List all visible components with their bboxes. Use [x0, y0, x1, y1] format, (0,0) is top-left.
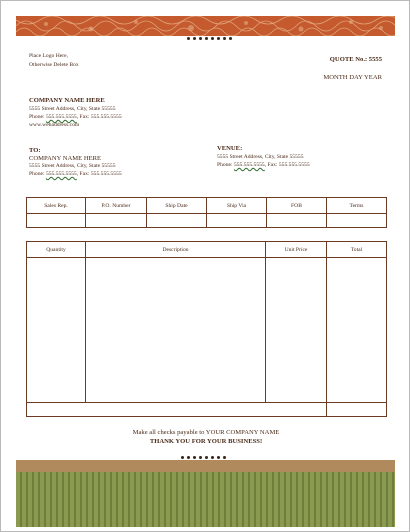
venue-address: 5555 Street Address, City, State 55555 [217, 154, 304, 160]
shipping-value-row [27, 214, 387, 228]
items-table [26, 241, 387, 417]
cell-po-number[interactable] [86, 214, 147, 228]
cell-total[interactable] [327, 258, 387, 403]
company-website[interactable]: www.webaddress.com [29, 122, 80, 128]
cell-quantity[interactable] [27, 258, 86, 403]
header-total: Total [327, 242, 387, 258]
cell-ship-via[interactable] [207, 214, 267, 228]
shipping-header-row [27, 198, 387, 214]
venue-phone-label: Phone: [217, 162, 233, 168]
cell-ship-date[interactable] [147, 214, 207, 228]
cell-description[interactable] [86, 258, 266, 403]
venue-phone-line: Phone: 555.555.5555, Fax: 555.555.5555 [217, 162, 310, 168]
top-decorative-band [16, 16, 395, 36]
quote-number: QUOTE No.: 5555 [329, 56, 382, 63]
venue-label: VENUE: [217, 145, 243, 152]
items-body-row [27, 258, 387, 403]
bottom-striped-band [16, 472, 395, 527]
grand-total-cell[interactable] [327, 403, 387, 417]
header-terms: Terms [327, 198, 387, 214]
cell-terms[interactable] [327, 214, 387, 228]
cell-unit-price[interactable] [266, 258, 327, 403]
venue-phone: 555.555.5555 [233, 162, 265, 168]
to-phone-line: Phone: 555.555.5555, Fax: 555.555.5555 [29, 171, 122, 177]
header-ship-via: Ship Via [207, 198, 267, 214]
header-ship-date: Ship Date [147, 198, 207, 214]
header-unit-price: Unit Price [266, 242, 327, 258]
items-total-row [27, 403, 387, 417]
header-description: Description [86, 242, 266, 258]
logo-placeholder-line2: Otherwise Delete Box [29, 62, 79, 68]
to-phone: 555.555.5555 [45, 171, 77, 177]
company-name: COMPANY NAME HERE [29, 97, 105, 104]
bottom-tan-band [16, 460, 395, 472]
header-sales-rep: Sales Rep. [27, 198, 86, 214]
to-phone-label: Phone: [29, 171, 45, 177]
to-company-name: COMPANY NAME HERE [29, 155, 102, 162]
checks-payable-note: Make all checks payable to YOUR COMPANY NAME [132, 429, 280, 436]
quote-date: MONTH DAY YEAR [323, 74, 382, 81]
shipping-table [26, 197, 387, 228]
company-phone-label: Phone: [29, 114, 45, 120]
cell-fob[interactable] [267, 214, 327, 228]
company-phone: 555.555.5555 [45, 114, 77, 120]
floral-pattern-icon [16, 16, 395, 36]
items-header-row [27, 242, 387, 258]
header-quantity: Quantity [27, 242, 86, 258]
cell-sales-rep[interactable] [27, 214, 86, 228]
company-phone-line: Phone: 555.555.5555, Fax: 555.555.5555 [29, 114, 122, 120]
header-fob: FOB [267, 198, 327, 214]
to-label: TO: [29, 147, 41, 154]
grand-total-label-cell [27, 403, 327, 417]
company-address: 5555 Street Address, City, State 55555 [29, 106, 116, 112]
header-po-number: P.O. Number [86, 198, 147, 214]
top-dot-ornament [187, 37, 232, 40]
thank-you-note: THANK YOU FOR YOUR BUSINESS! [149, 438, 263, 445]
bottom-dot-ornament [181, 456, 226, 459]
to-address: 5555 Street Address, City, State 55555 [29, 163, 116, 169]
logo-placeholder-line1: Place Logo Here, [29, 53, 68, 59]
to-fax: Fax: 555.555.5555 [79, 171, 122, 177]
venue-fax: Fax: 555.555.5555 [267, 162, 310, 168]
company-fax: Fax: 555.555.5555 [79, 114, 122, 120]
